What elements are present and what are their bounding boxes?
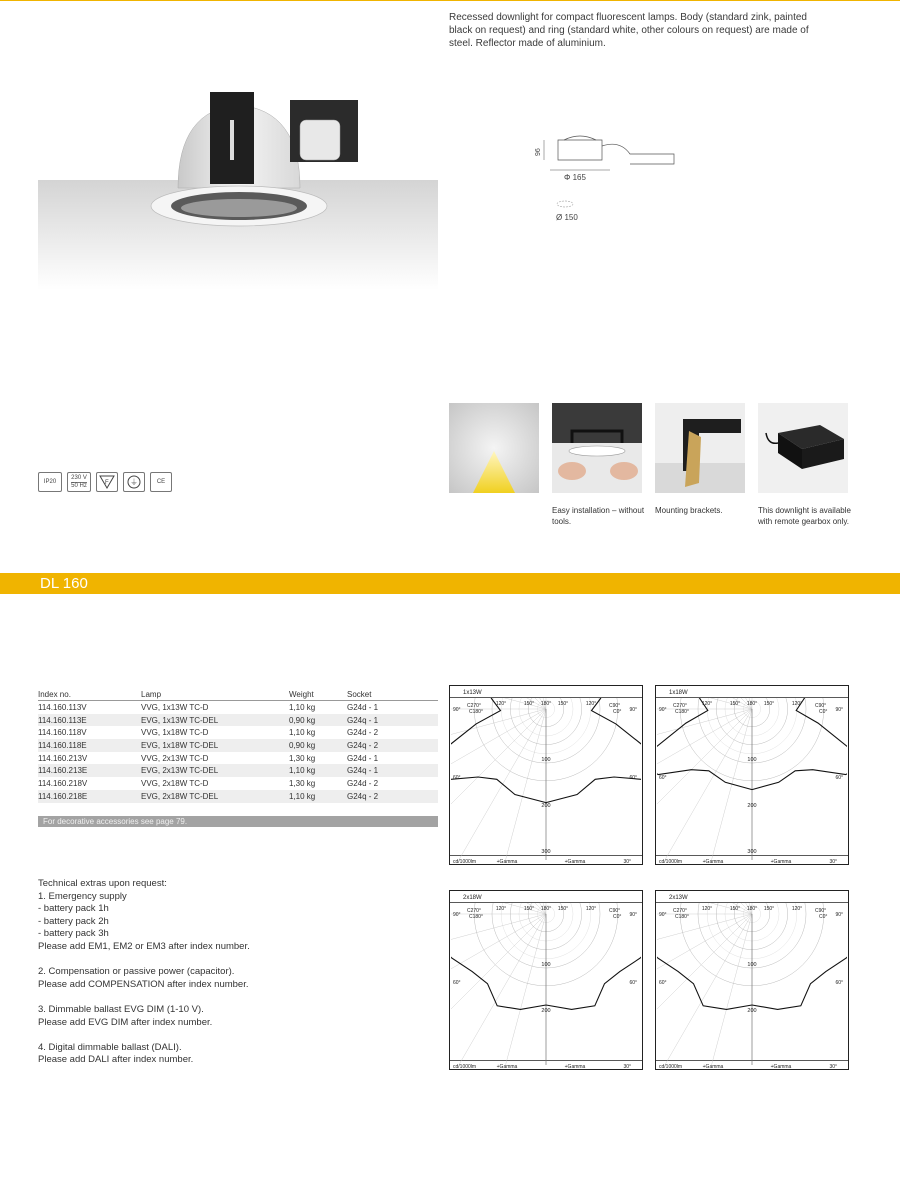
table-cell: EVG, 1x18W TC-DEL	[141, 739, 289, 752]
gamma-label: +Gamma	[770, 859, 792, 865]
extras-line: 1. Emergency supply	[38, 890, 127, 902]
table-cell: EVG, 2x18W TC-DEL	[141, 790, 289, 803]
c-plane-label: C0°	[613, 709, 622, 715]
angle-label: 90°	[835, 912, 843, 918]
diagram-title: 1x18W	[669, 690, 688, 696]
gamma-label: +Gamma	[564, 1064, 586, 1070]
angle-label: 60°	[835, 980, 843, 986]
table-cell: G24q - 1	[347, 764, 438, 777]
angle-label: 90°	[629, 912, 637, 918]
table-cell: 1,30 kg	[289, 778, 316, 788]
table-row	[38, 714, 438, 727]
table-cell: 0,90 kg	[289, 714, 347, 727]
angle-label: 150°	[523, 701, 535, 707]
gamma-label: +Gamma	[496, 1064, 518, 1070]
unit-label: cd/1000lm	[453, 859, 477, 865]
table-row	[38, 777, 438, 790]
table-row	[38, 739, 438, 752]
angle-label: 150°	[523, 906, 535, 912]
angle-label: 60°	[835, 775, 843, 781]
angle-label: 60°	[453, 775, 461, 781]
c-plane-label: C180°	[675, 914, 689, 920]
c-plane-label: C0°	[613, 914, 622, 920]
feature-caption-3: Mounting brackets.	[655, 506, 723, 515]
table-cell: 1,10 kg	[289, 728, 316, 738]
svg-text:⏚: ⏚	[130, 478, 138, 487]
angle-label: 60°	[659, 980, 667, 986]
table-cell: 1,10 kg	[289, 764, 347, 777]
table-cell: G24q - 2	[347, 739, 438, 752]
c-plane-label: C0°	[819, 709, 828, 715]
angle-label: 180°	[746, 906, 758, 912]
ip20-icon: IP20	[38, 472, 62, 492]
gearbox-thumbnail	[758, 403, 848, 493]
certification-marks	[38, 472, 172, 492]
extras-line: 3. Dimmable ballast EVG DIM (1-10 V).	[38, 1003, 204, 1015]
table-cell: 1,10 kg	[289, 702, 316, 712]
angle-label: 150°	[763, 906, 775, 912]
extras-line: - battery pack 3h	[38, 928, 109, 940]
angle-label: 120°	[585, 701, 597, 707]
table-cell: 1,10 kg	[289, 790, 347, 803]
column-header: Index no.	[38, 688, 141, 701]
ring-label: 200	[747, 1008, 757, 1014]
feature-caption-2: Easy installation – without tools.	[552, 506, 645, 526]
gamma-label: +Gamma	[702, 859, 724, 865]
gamma-label: +Gamma	[770, 1064, 792, 1070]
angle-label: 150°	[729, 906, 741, 912]
extras-line: Please add DALI after index number.	[38, 1054, 194, 1066]
light-cone-thumbnail	[449, 403, 539, 493]
top-rule	[0, 0, 900, 1]
angle-label: 90°	[659, 707, 667, 713]
table-header	[38, 688, 438, 701]
product-title: DL 160	[40, 575, 88, 592]
gamma-label: +Gamma	[702, 1064, 724, 1070]
table-cell: G24d - 2	[347, 728, 379, 738]
ce-mark-icon: CE	[150, 472, 172, 492]
c-plane-label: C270°	[467, 908, 481, 914]
ring-label: 100	[747, 962, 757, 968]
ring-label: 100	[541, 962, 551, 968]
extras-line: 4. Digital dimmable ballast (DALI).	[38, 1041, 182, 1053]
c-plane-label: C180°	[469, 914, 483, 920]
extras-line: 2. Compensation or passive power (capacitor).	[38, 966, 235, 978]
angle-label: 90°	[453, 912, 461, 918]
polar-diagram-1x13w	[449, 685, 643, 865]
c-plane-label: C270°	[673, 703, 687, 709]
angle-label: 180°	[540, 906, 552, 912]
table-cell: 1,30 kg	[289, 753, 316, 763]
voltage-icon: 230 V 50 Hz	[67, 472, 91, 492]
angle-label: 60°	[629, 775, 637, 781]
feature-caption-4: This downlight is available with remote gearbox only.	[758, 506, 851, 526]
c-plane-label: C90°	[609, 703, 621, 709]
angle-label: 30°	[623, 1064, 631, 1070]
spec-table	[38, 688, 438, 803]
technical-extras	[38, 878, 418, 1067]
extras-line: - battery pack 2h	[38, 915, 109, 927]
angle-label: 90°	[629, 707, 637, 713]
angle-label: 120°	[791, 701, 803, 707]
polar-diagram-2x13w	[655, 890, 849, 1070]
unit-label: cd/1000lm	[453, 1064, 477, 1070]
extras-line: Technical extras upon request:	[38, 878, 167, 889]
diagram-title: 2x18W	[463, 895, 482, 901]
c-plane-label: C90°	[609, 908, 621, 914]
angle-label: 120°	[701, 701, 713, 707]
polar-diagram-2x18w	[449, 890, 643, 1070]
diagram-title: 1x13W	[463, 690, 482, 696]
table-cell: 114.160.213E	[38, 764, 141, 777]
angle-label: 150°	[557, 906, 569, 912]
c-plane-label: C90°	[815, 908, 827, 914]
angle-label: 120°	[495, 701, 507, 707]
svg-text:F: F	[105, 480, 109, 486]
table-cell: 114.160.113E	[38, 714, 141, 727]
gamma-label: +Gamma	[496, 859, 518, 865]
angle-label: 60°	[453, 980, 461, 986]
ring-label: 300	[541, 849, 551, 855]
angle-label: 120°	[791, 906, 803, 912]
mounting-bracket-thumbnail	[655, 403, 745, 493]
title-band	[0, 573, 900, 594]
technical-drawing	[530, 128, 690, 228]
table-cell: EVG, 1x13W TC-DEL	[141, 714, 289, 727]
table-row	[38, 764, 438, 777]
extras-line: Please add COMPENSATION after index number.	[38, 978, 249, 990]
table-cell: 114.160.213V	[38, 753, 88, 763]
table-cell: VVG, 2x13W TC-D	[141, 753, 209, 763]
ring-label: 300	[747, 849, 757, 855]
installation-thumbnail	[552, 403, 642, 493]
diagram-title: 2x13W	[669, 895, 688, 901]
angle-label: 180°	[540, 701, 552, 707]
ring-label: 200	[541, 803, 551, 809]
c-plane-label: C0°	[819, 914, 828, 920]
angle-label: 150°	[763, 701, 775, 707]
diameter-label: Φ 165	[564, 173, 586, 182]
angle-label: 150°	[729, 701, 741, 707]
angle-label: 180°	[746, 701, 758, 707]
table-cell: G24d - 1	[347, 702, 379, 712]
gamma-label: +Gamma	[564, 859, 586, 865]
table-cell: 114.160.218V	[38, 778, 88, 788]
table-cell: EVG, 2x13W TC-DEL	[141, 764, 289, 777]
column-header: Socket	[347, 688, 438, 701]
height-label: 96	[535, 148, 542, 156]
c-plane-label: C270°	[467, 703, 481, 709]
table-cell: G24d - 1	[347, 753, 379, 763]
c-plane-label: C180°	[469, 709, 483, 715]
table-cell: 114.160.218E	[38, 790, 141, 803]
angle-label: 90°	[659, 912, 667, 918]
table-row	[38, 726, 438, 739]
table-row	[38, 790, 438, 803]
accessories-note: For decorative accessories see page 79.	[38, 816, 438, 827]
product-description: Recessed downlight for compact fluorescent lamps. Body (standard zink, painted black on request) and ring (standard white, other colours on request) are made of steel. Reflector made of aluminium.	[449, 12, 809, 49]
extras-line: - battery pack 1h	[38, 903, 109, 915]
polar-diagram-1x18w	[655, 685, 849, 865]
table-cell: G24q - 2	[347, 790, 438, 803]
column-header: Lamp	[141, 688, 289, 701]
angle-label: 30°	[829, 1064, 837, 1070]
angle-label: 60°	[659, 775, 667, 781]
ring-label: 100	[747, 757, 757, 763]
table-cell: 114.160.118E	[38, 739, 141, 752]
angle-label: 150°	[557, 701, 569, 707]
table-cell: G24d - 2	[347, 778, 379, 788]
cutout-label: Ø 150	[556, 213, 578, 222]
table-row	[38, 752, 438, 765]
angle-label: 120°	[585, 906, 597, 912]
earth-class-icon	[123, 472, 145, 492]
table-cell: 114.160.118V	[38, 728, 87, 738]
column-header: Weight	[289, 688, 347, 701]
extras-line: Please add EVG DIM after index number.	[38, 1016, 213, 1028]
table-cell: 114.160.113V	[38, 702, 87, 712]
c-plane-label: C270°	[673, 908, 687, 914]
ring-label: 200	[541, 1008, 551, 1014]
unit-label: cd/1000lm	[659, 1064, 683, 1070]
angle-label: 90°	[453, 707, 461, 713]
table-cell: VVG, 1x13W TC-D	[141, 702, 209, 712]
angle-label: 30°	[829, 859, 837, 865]
table-cell: VVG, 1x18W TC-D	[141, 728, 209, 738]
unit-label: cd/1000lm	[659, 859, 683, 865]
c-plane-label: C90°	[815, 703, 827, 709]
table-cell: G24q - 1	[347, 714, 438, 727]
angle-label: 90°	[835, 707, 843, 713]
ring-label: 200	[747, 803, 757, 809]
angle-label: 120°	[495, 906, 507, 912]
table-cell: VVG, 2x18W TC-D	[141, 778, 209, 788]
extras-line: Please add EM1, EM2 or EM3 after index number.	[38, 940, 250, 952]
table-row	[38, 701, 438, 714]
c-plane-label: C180°	[675, 709, 689, 715]
angle-label: 60°	[629, 980, 637, 986]
angle-label: 30°	[623, 859, 631, 865]
f-mark-icon	[96, 472, 118, 492]
ring-label: 100	[541, 757, 551, 763]
angle-label: 120°	[701, 906, 713, 912]
product-photo	[38, 70, 438, 290]
table-cell: 0,90 kg	[289, 739, 347, 752]
